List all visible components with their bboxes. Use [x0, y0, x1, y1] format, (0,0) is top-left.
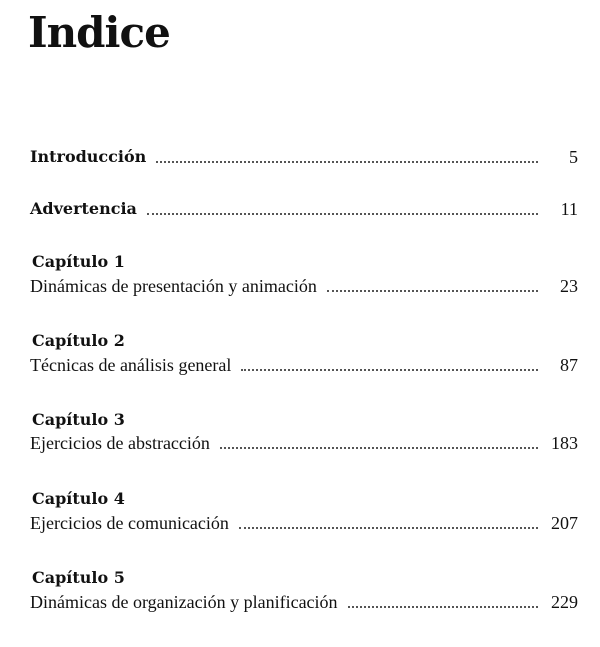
dot-leader: [239, 527, 538, 529]
chapter-heading-3: Capítulo 3: [32, 410, 125, 429]
chapter-heading-1: Capítulo 1: [32, 252, 125, 271]
toc-entry-label: Ejercicios de abstracción: [30, 433, 210, 453]
page-title: Indice: [28, 8, 170, 57]
toc-page-number: 11: [560, 199, 578, 219]
toc-page-number: 183: [551, 433, 578, 453]
toc-page-number: 5: [569, 147, 578, 167]
toc-entry-chapter-5[interactable]: [30, 590, 578, 614]
dot-leader: [327, 290, 538, 292]
toc-page-number: 23: [560, 276, 578, 296]
toc-entry-chapter-2[interactable]: [30, 353, 578, 377]
chapter-heading-5: Capítulo 5: [32, 568, 125, 587]
toc-entry-label: Dinámicas de presentación y animación: [30, 276, 317, 296]
toc-entry-label: Introducción: [30, 147, 147, 166]
toc-page-number: 229: [551, 592, 578, 612]
toc-entry-chapter-3[interactable]: [30, 431, 578, 455]
dot-leader: [156, 161, 538, 163]
toc-entry-label: Ejercicios de comunicación: [30, 513, 229, 533]
toc-page-number: 207: [551, 513, 578, 533]
chapter-heading-2: Capítulo 2: [32, 331, 125, 350]
dot-leader: [147, 213, 538, 215]
dot-leader: [220, 447, 538, 449]
toc-entry-introduccion[interactable]: [30, 145, 578, 169]
toc-entry-advertencia[interactable]: [30, 197, 578, 221]
toc-entry-label: Técnicas de análisis general: [30, 355, 232, 375]
toc-entry-chapter-4[interactable]: [30, 511, 578, 535]
dot-leader: [241, 369, 538, 371]
toc-entry-chapter-1[interactable]: [30, 274, 578, 298]
dot-leader: [348, 606, 538, 608]
toc-entry-label: Advertencia: [30, 199, 137, 218]
toc-page-number: 87: [560, 355, 578, 375]
toc-entry-label: Dinámicas de organización y planificación: [30, 592, 338, 612]
chapter-heading-4: Capítulo 4: [32, 489, 125, 508]
